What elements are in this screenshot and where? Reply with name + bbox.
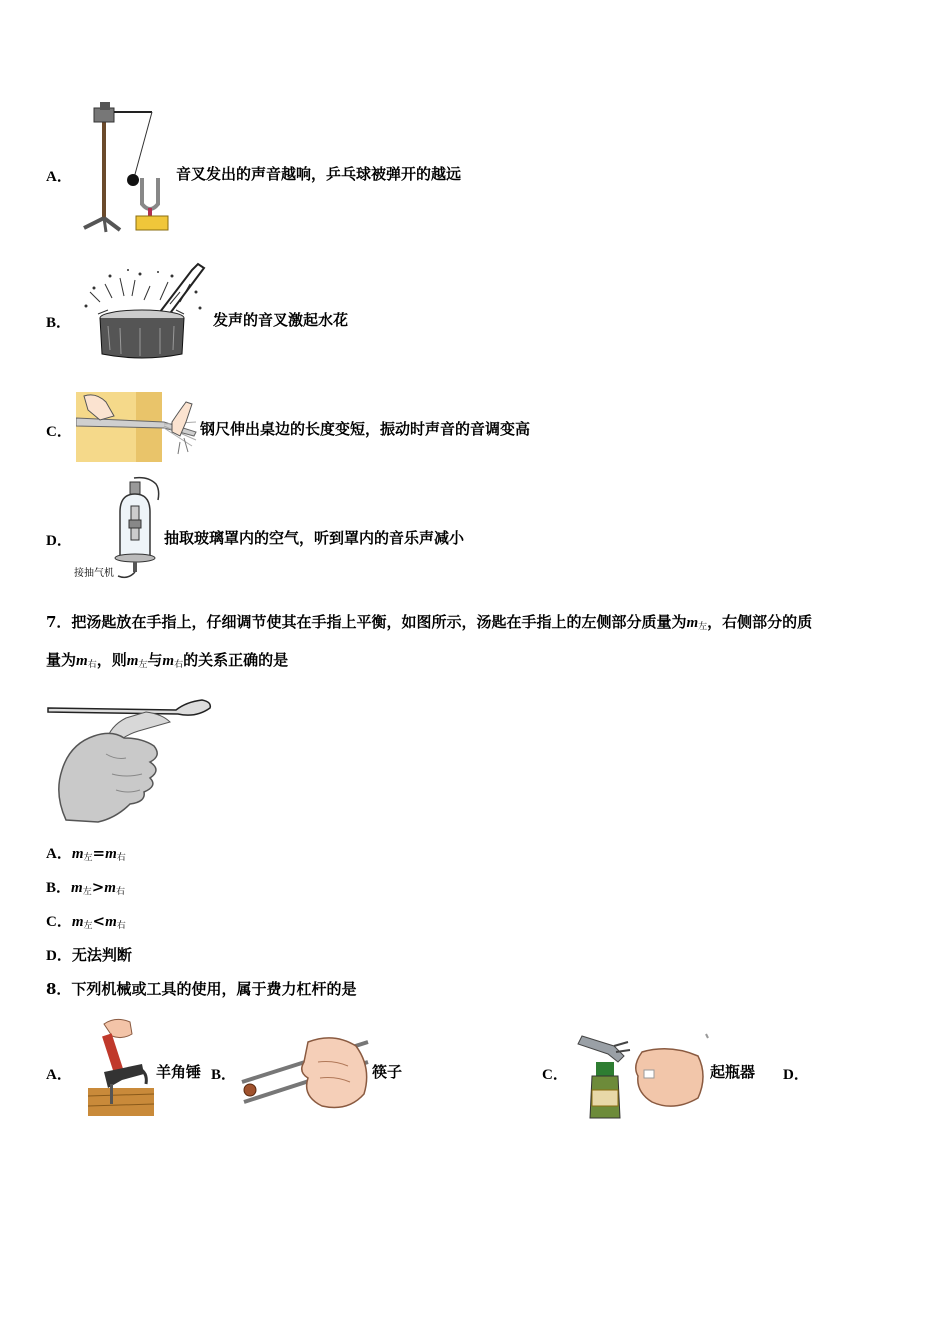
option-c-label: C． xyxy=(46,424,72,440)
subscript-left: 左 xyxy=(83,921,93,931)
mass-symbol: m xyxy=(71,846,84,862)
mass-symbol: m xyxy=(105,846,117,862)
q7-stem-text: 7．把汤匙放在手指上，仔细调节使其在手指上平衡，如图所示，汤匙在手指上的左侧部分质量为 xyxy=(46,613,687,631)
subscript-right: 右 xyxy=(116,853,126,863)
option-a-text: 音叉发出的声音越响，乒乓球被弹开的越远 xyxy=(176,165,462,183)
mass-symbol: m xyxy=(104,880,116,896)
q8-option-b-label: B． xyxy=(211,1067,237,1083)
q7-stem-text-6: 的关系正确的是 xyxy=(183,651,289,669)
q8-option-b-text: 筷子 xyxy=(372,1063,403,1081)
pump-caption: 接抽气机 xyxy=(74,568,114,579)
bottle-opener-figure xyxy=(574,1032,710,1120)
q7-stem-text-5: 与 xyxy=(147,651,163,669)
q7-stem-line2 xyxy=(46,650,288,675)
q8-option-c-label: C． xyxy=(542,1067,568,1083)
subscript-left: 左 xyxy=(83,853,93,863)
subscript-right: 右 xyxy=(115,887,125,897)
chopsticks-figure xyxy=(238,1032,372,1112)
option-c-text: 钢尺伸出桌边的长度变短，振动时声音的音调变高 xyxy=(200,420,531,438)
subscript-left: 左 xyxy=(698,622,708,632)
q8-option-a-label: A． xyxy=(46,1067,72,1083)
option-b-text: 发声的音叉激起水花 xyxy=(213,311,349,329)
q7-stem-text-4: ，则 xyxy=(96,651,127,669)
subscript-left: 左 xyxy=(138,660,148,670)
subscript-right: 右 xyxy=(174,660,184,670)
option-b-label: B． xyxy=(46,315,72,331)
mass-symbol: m xyxy=(162,653,175,669)
q7-stem-text-2: ，右侧部分的质 xyxy=(707,613,813,631)
q7-option-a-label: A． xyxy=(46,846,72,862)
spoon-on-finger-figure xyxy=(46,694,214,824)
q8-option-c-text: 起瓶器 xyxy=(710,1063,756,1081)
mass-symbol: m xyxy=(71,880,83,896)
mass-symbol: m xyxy=(71,914,84,930)
q7-option-c xyxy=(46,911,126,936)
q8-option-d-label: D． xyxy=(783,1067,809,1083)
q7-option-d xyxy=(46,945,132,966)
q7-stem-line1 xyxy=(46,612,812,637)
mass-symbol: m xyxy=(686,615,699,631)
q8-option-a-text: 羊角锤 xyxy=(156,1063,202,1081)
claw-hammer-figure xyxy=(86,1014,156,1118)
option-a-label: A． xyxy=(46,169,72,185)
q7-option-b-label: B． xyxy=(46,880,72,896)
q7-option-b xyxy=(46,877,125,902)
subscript-left: 左 xyxy=(82,887,92,897)
tuning-fork-pingpong-figure xyxy=(76,100,174,236)
mass-symbol: m xyxy=(105,914,117,930)
relation-operator: < xyxy=(92,912,106,930)
mass-symbol: m xyxy=(76,653,88,669)
q7-option-a xyxy=(46,843,126,868)
option-d-label: D． xyxy=(46,533,72,549)
mass-symbol: m xyxy=(126,653,139,669)
q7-option-c-label: C． xyxy=(46,914,72,930)
option-d-text: 抽取玻璃罩内的空气，听到罩内的音乐声减小 xyxy=(164,529,465,547)
q7-stem-text-3: 量为 xyxy=(46,651,77,669)
q8-stem: 8．下列机械或工具的使用，属于费力杠杆的是 xyxy=(46,980,357,998)
water-splash-figure xyxy=(80,262,210,362)
relation-operator: = xyxy=(92,844,106,862)
subscript-right: 右 xyxy=(87,660,97,670)
vacuum-bell-jar-figure xyxy=(108,476,164,584)
subscript-right: 右 xyxy=(116,921,126,931)
q7-option-d-text: 无法判断 xyxy=(71,946,132,964)
steel-ruler-figure xyxy=(76,392,200,464)
relation-operator: > xyxy=(91,878,105,896)
q7-option-d-label: D． xyxy=(46,948,72,964)
